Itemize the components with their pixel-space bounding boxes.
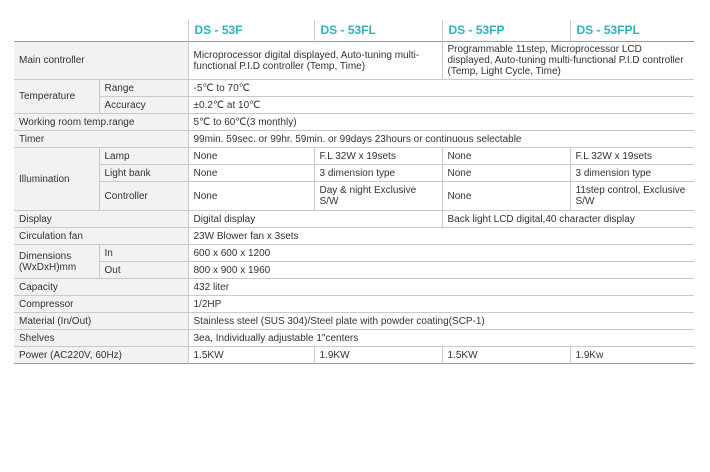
row-working-room bbox=[14, 114, 694, 131]
bank-ds53fpl: 3 dimension type bbox=[570, 165, 694, 182]
row-temperature-accuracy bbox=[14, 97, 694, 114]
controller-ds53fp: None bbox=[442, 182, 570, 211]
row-label-dimensions: Dimensions (WxDxH)mm bbox=[14, 245, 99, 279]
row-dimensions-out bbox=[14, 262, 694, 279]
row-timer bbox=[14, 131, 694, 148]
power-ds53fpl: 1.9Kw bbox=[570, 347, 694, 364]
row-label-power: Power (AC220V, 60Hz) bbox=[14, 347, 188, 364]
sub-label-controller: Controller bbox=[99, 182, 188, 211]
controller-ds53f: None bbox=[188, 182, 314, 211]
row-dimensions-in bbox=[14, 245, 694, 262]
header-row bbox=[14, 20, 694, 42]
row-label-display: Display bbox=[14, 211, 188, 228]
power-ds53fl: 1.9KW bbox=[314, 347, 442, 364]
row-material bbox=[14, 313, 694, 330]
row-label-material: Material (In/Out) bbox=[14, 313, 188, 330]
main-controller-f-fl: Microprocessor digital displayed, Auto-tuning multi-functional P.I.D controller (Temp, Time) bbox=[188, 42, 442, 80]
temperature-range-value: -5℃ to 70℃ bbox=[188, 80, 694, 97]
row-display bbox=[14, 211, 694, 228]
row-power bbox=[14, 347, 694, 364]
row-compressor bbox=[14, 296, 694, 313]
compressor-value: 1/2HP bbox=[188, 296, 694, 313]
row-temperature-range bbox=[14, 80, 694, 97]
row-label-illumination: Illumination bbox=[14, 148, 99, 211]
sub-label-in: In bbox=[99, 245, 188, 262]
row-label-shelves: Shelves bbox=[14, 330, 188, 347]
timer-value: 99min. 59sec. or 99hr. 59min. or 99days 23hours or continuous selectable bbox=[188, 131, 694, 148]
row-capacity bbox=[14, 279, 694, 296]
capacity-value: 432 liter bbox=[188, 279, 694, 296]
col-header-ds53f: DS - 53F bbox=[188, 20, 314, 42]
lamp-ds53f: None bbox=[188, 148, 314, 165]
shelves-value: 3ea, Individually adjustable 1"centers bbox=[188, 330, 694, 347]
temperature-accuracy-value: ±0.2℃ at 10℃ bbox=[188, 97, 694, 114]
lamp-ds53fpl: F.L 32W x 19sets bbox=[570, 148, 694, 165]
row-label-timer: Timer bbox=[14, 131, 188, 148]
working-room-value: 5℃ to 60℃(3 monthly) bbox=[188, 114, 694, 131]
row-illumination-controller bbox=[14, 182, 694, 211]
bank-ds53fp: None bbox=[442, 165, 570, 182]
row-illumination-lamp bbox=[14, 148, 694, 165]
row-label-temperature: Temperature bbox=[14, 80, 99, 114]
row-illumination-bank bbox=[14, 165, 694, 182]
power-ds53f: 1.5KW bbox=[188, 347, 314, 364]
material-value: Stainless steel (SUS 304)/Steel plate with powder coating(SCP-1) bbox=[188, 313, 694, 330]
sub-label-out: Out bbox=[99, 262, 188, 279]
row-label-compressor: Compressor bbox=[14, 296, 188, 313]
display-fp-fpl: Back light LCD digital,40 character display bbox=[442, 211, 694, 228]
bank-ds53fl: 3 dimension type bbox=[314, 165, 442, 182]
sub-label-accuracy: Accuracy bbox=[99, 97, 188, 114]
row-label-main-controller: Main controller bbox=[14, 42, 188, 80]
col-header-ds53fp: DS - 53FP bbox=[442, 20, 570, 42]
sub-label-range: Range bbox=[99, 80, 188, 97]
row-circulation-fan bbox=[14, 228, 694, 245]
circulation-fan-value: 23W Blower fan x 3sets bbox=[188, 228, 694, 245]
lamp-ds53fl: F.L 32W x 19sets bbox=[314, 148, 442, 165]
bank-ds53f: None bbox=[188, 165, 314, 182]
row-shelves bbox=[14, 330, 694, 347]
spec-table bbox=[14, 20, 694, 364]
lamp-ds53fp: None bbox=[442, 148, 570, 165]
header-blank-cell bbox=[14, 20, 188, 42]
main-controller-fp-fpl: Programmable 11step, Microprocessor LCD displayed, Auto-tuning multi-functional P.I.D controller (Temp, Light Cycle, Time) bbox=[442, 42, 694, 80]
row-label-circulation-fan: Circulation fan bbox=[14, 228, 188, 245]
sub-label-lamp: Lamp bbox=[99, 148, 188, 165]
col-header-ds53fl: DS - 53FL bbox=[314, 20, 442, 42]
sub-label-light-bank: Light bank bbox=[99, 165, 188, 182]
row-label-capacity: Capacity bbox=[14, 279, 188, 296]
row-main-controller bbox=[14, 42, 694, 80]
col-header-ds53fpl: DS - 53FPL bbox=[570, 20, 694, 42]
controller-ds53fpl: 11step control, Exclusive S/W bbox=[570, 182, 694, 211]
row-label-working-room: Working room temp.range bbox=[14, 114, 188, 131]
power-ds53fp: 1.5KW bbox=[442, 347, 570, 364]
controller-ds53fl: Day & night Exclusive S/W bbox=[314, 182, 442, 211]
spec-table-container bbox=[14, 20, 694, 364]
dimensions-out-value: 800 x 900 x 1960 bbox=[188, 262, 694, 279]
dimensions-in-value: 600 x 600 x 1200 bbox=[188, 245, 694, 262]
display-f-fl: Digital display bbox=[188, 211, 442, 228]
